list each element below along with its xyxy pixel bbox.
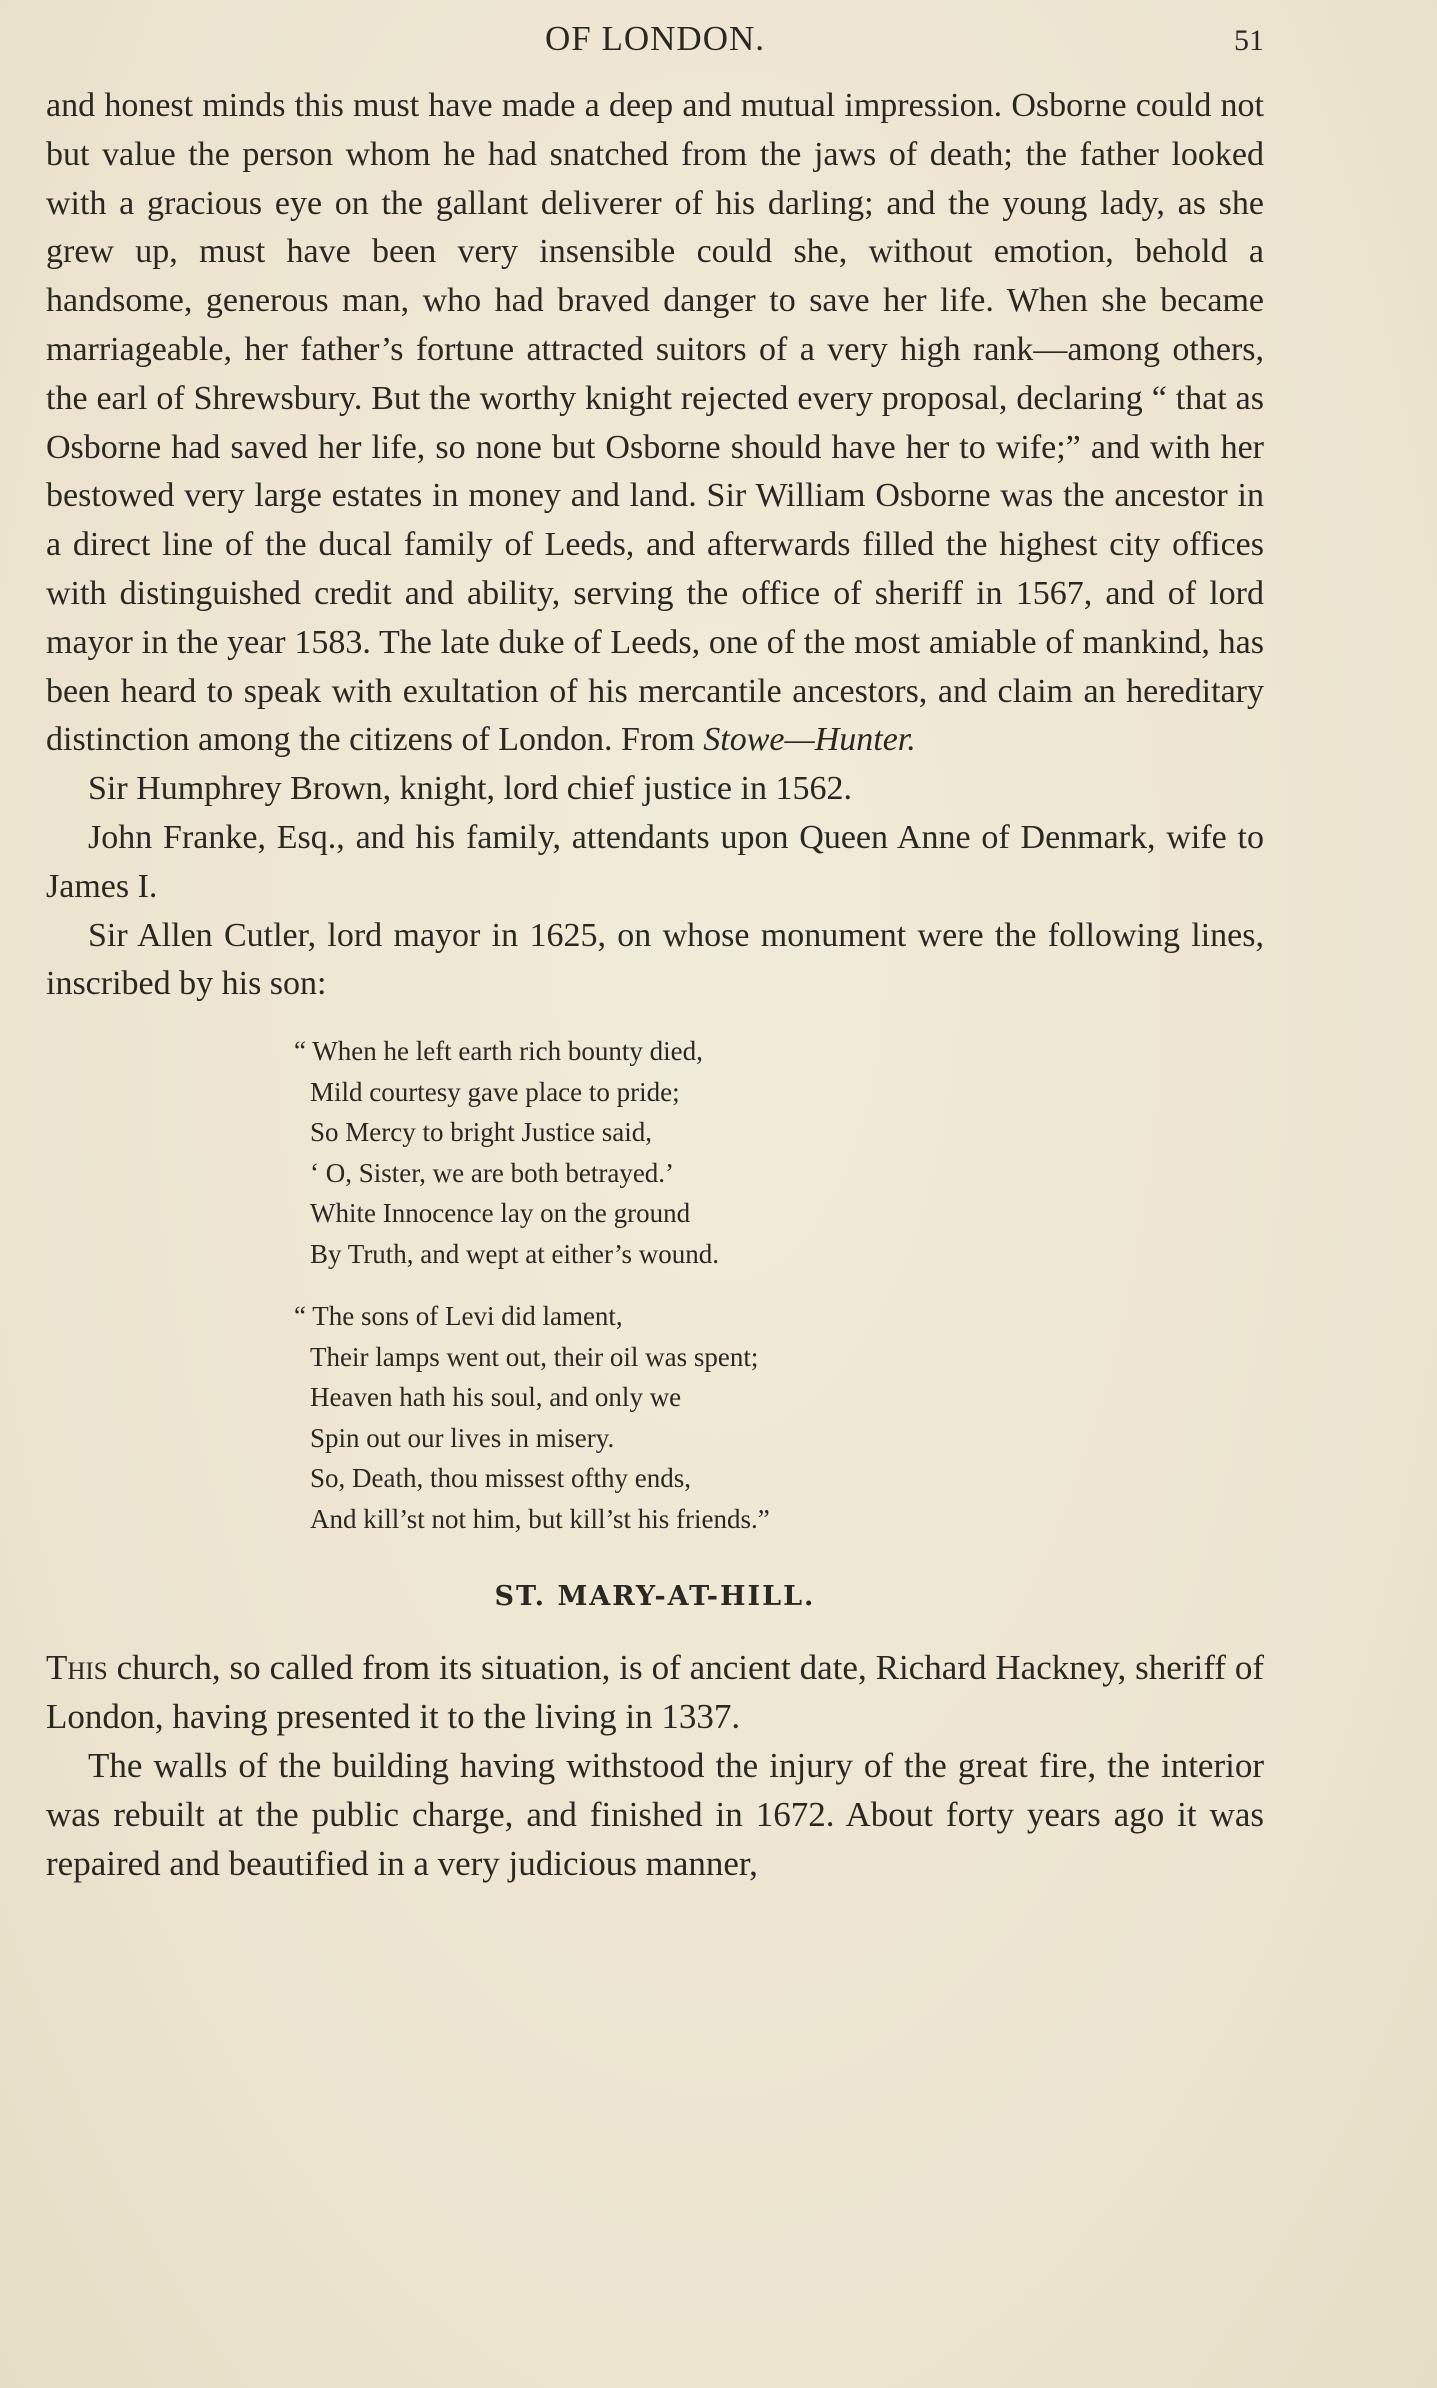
body-text <box>46 82 1264 1888</box>
paragraph-st-mary-intro <box>46 1643 1264 1741</box>
paragraph-osborne-text: and honest minds this must have made a deep and mutual impression. Osborne could not but value the person whom he had snatched from the jaws of death; the father looked with a gracious eye on the gallant deliverer of his darling; and the young lady, as she grew up, must have been very insensible could she, without emotion, behold a handsome, generous man, who had braved danger to save her life. When she became marriageable, her father’s fortune attracted suitors of a very high rank—among others, the earl of Shrewsbury. But the worthy knight rejected every proposal, declaring “ that as Osborne had saved her life, so none but Osborne should have her to wife;” and with her bestowed very large estates in money and land. Sir William Osborne was the ancestor in a direct line of the ducal family of Leeds, and afterwards filled the highest city offices with distinguished credit and ability, serving the office of sheriff in 1567, and of lord mayor in the year 1583. The late duke of Leeds, one of the most amiable of mankind, has been heard to speak with exultation of his mercantile ancestors, and claim an hereditary distinction among the citizens of London. From <box>46 87 1264 759</box>
verse-line: “ The sons of Levi did lament, <box>294 1301 623 1332</box>
epitaph-stanza-1 <box>294 1031 1264 1274</box>
running-head <box>46 14 1264 64</box>
verse-line: And kill’st not him, but kill’st his friends.” <box>310 1503 770 1534</box>
verse-line: So Mercy to bright Justice said, <box>310 1117 652 1148</box>
epitaph-stanza-2 <box>294 1296 1264 1539</box>
verse-line: By Truth, and wept at either’s wound. <box>310 1238 719 1269</box>
verse-line: Their lamps went out, their oil was spent; <box>310 1341 759 1372</box>
verse-line: White Innocence lay on the ground <box>310 1198 691 1229</box>
section-heading: ST. MARY-AT-HILL. <box>494 1581 816 1613</box>
paragraph-john-franke: John Franke, Esq., and his family, attendants upon Queen Anne of Denmark, wife to James I. <box>46 818 1264 905</box>
verse-line: ‘ O, Sister, we are both betrayed.’ <box>310 1157 675 1188</box>
paragraph-st-mary-intro-text: church, so called from its situation, is of ancient date, Richard Hackney, sheriff of London, having presented it to the living in 1337. <box>46 1648 1264 1737</box>
paragraph-allen-cutler: Sir Allen Cutler, lord mayor in 1625, on whose monument were the following lines, inscribed by his son: <box>46 916 1264 1003</box>
verse-line: Spin out our lives in misery. <box>310 1422 615 1453</box>
running-title: OF LONDON. <box>545 19 765 58</box>
paragraph-humphrey-brown: Sir Humphrey Brown, knight, lord chief justice in 1562. <box>88 770 852 808</box>
paragraph-st-mary-rebuild: The walls of the building having withstood the injury of the great fire, the interior was rebuilt at the public charge, and finished in 1672. About forty years ago it was repaired and beautified in a very judicious manner, <box>46 1746 1264 1884</box>
verse-line: Heaven hath his soul, and only we <box>310 1382 682 1413</box>
verse-line: “ When he left earth rich bounty died, <box>294 1036 703 1067</box>
lead-word: This <box>46 1648 108 1688</box>
epitaph-verse <box>294 1031 1264 1539</box>
paragraph-osborne <box>46 82 1264 765</box>
verse-line: Mild courtesy gave place to pride; <box>310 1076 680 1107</box>
source-citation: Stowe—Hunter. <box>703 721 916 759</box>
page-number: 51 <box>1234 24 1264 57</box>
verse-line: So, Death, thou missest ofthy ends, <box>310 1463 691 1494</box>
